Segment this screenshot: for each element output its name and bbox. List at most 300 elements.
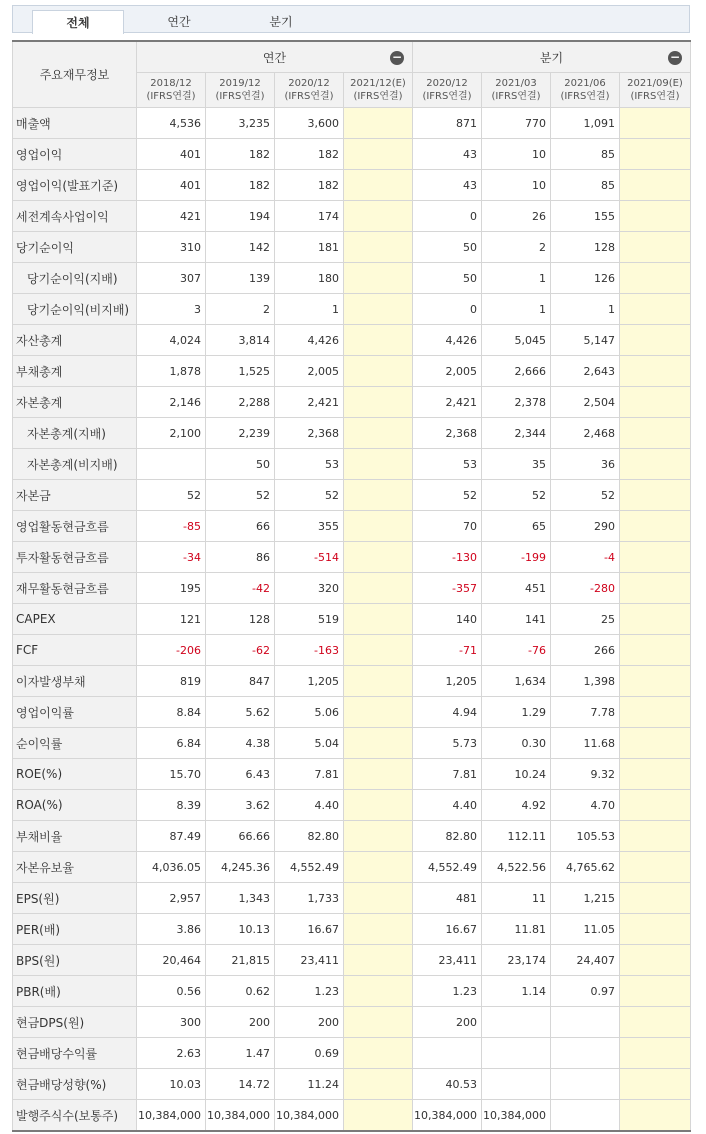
row-label: 영업활동현금흐름	[13, 511, 137, 542]
quarterly-group-header	[413, 41, 691, 73]
period-header	[551, 73, 620, 108]
table-cell	[137, 449, 206, 480]
table-cell: 2	[482, 232, 551, 263]
table-cell	[344, 542, 413, 573]
table-cell	[344, 666, 413, 697]
table-row	[13, 232, 691, 263]
table-cell: 10,384,000	[413, 1100, 482, 1132]
table-cell: 4,536	[137, 108, 206, 139]
table-cell: 86	[206, 542, 275, 573]
table-cell	[344, 1069, 413, 1100]
table-row	[13, 356, 691, 387]
table-cell: 16.67	[275, 914, 344, 945]
table-cell: 5.06	[275, 697, 344, 728]
table-cell: 11.81	[482, 914, 551, 945]
table-cell	[620, 728, 691, 759]
table-cell: 2,368	[413, 418, 482, 449]
table-row	[13, 511, 691, 542]
table-cell	[620, 573, 691, 604]
table-cell: 1,398	[551, 666, 620, 697]
period-header	[620, 73, 691, 108]
table-row	[13, 666, 691, 697]
table-cell: 266	[551, 635, 620, 666]
table-cell	[620, 480, 691, 511]
table-row	[13, 728, 691, 759]
table-cell: 4,522.56	[482, 852, 551, 883]
table-cell: 4.38	[206, 728, 275, 759]
table-cell: 3,235	[206, 108, 275, 139]
period-date: 2021/03	[495, 78, 537, 89]
table-cell: 0.62	[206, 976, 275, 1007]
table-row	[13, 573, 691, 604]
table-cell: 16.67	[413, 914, 482, 945]
table-cell	[620, 604, 691, 635]
period-basis: (IFRS연결)	[560, 91, 610, 102]
table-cell: 3	[137, 294, 206, 325]
table-cell: 0.69	[275, 1038, 344, 1069]
row-label: 재무활동현금흐름	[13, 573, 137, 604]
table-cell: 8.39	[137, 790, 206, 821]
table-cell: 2,239	[206, 418, 275, 449]
table-cell: 11.24	[275, 1069, 344, 1100]
table-cell: 105.53	[551, 821, 620, 852]
table-cell: 1,215	[551, 883, 620, 914]
row-label: 발행주식수(보통주)	[13, 1100, 137, 1132]
table-cell: 24,407	[551, 945, 620, 976]
table-cell: 10	[482, 139, 551, 170]
period-date: 2020/12	[288, 78, 330, 89]
tab-annual[interactable]: 연간	[167, 15, 191, 29]
period-date: 2021/12(E)	[350, 78, 406, 89]
table-cell: 182	[206, 170, 275, 201]
table-cell: 7.81	[275, 759, 344, 790]
row-label: 당기순이익(지배)	[13, 263, 137, 294]
table-cell: 2,643	[551, 356, 620, 387]
row-label: 영업이익률	[13, 697, 137, 728]
table-cell	[344, 480, 413, 511]
table-cell: 2,100	[137, 418, 206, 449]
table-cell: 0.30	[482, 728, 551, 759]
table-cell: 155	[551, 201, 620, 232]
table-cell: 23,411	[275, 945, 344, 976]
table-row	[13, 201, 691, 232]
table-cell: 10,384,000	[482, 1100, 551, 1132]
table-cell: 2,468	[551, 418, 620, 449]
table-row	[13, 108, 691, 139]
table-cell: 2,005	[413, 356, 482, 387]
period-header	[344, 73, 413, 108]
table-cell: 121	[137, 604, 206, 635]
table-cell	[620, 852, 691, 883]
table-cell: 10	[482, 170, 551, 201]
period-header	[413, 73, 482, 108]
table-cell: 87.49	[137, 821, 206, 852]
table-cell: 300	[137, 1007, 206, 1038]
table-cell	[620, 170, 691, 201]
table-cell: 195	[137, 573, 206, 604]
table-cell	[344, 914, 413, 945]
table-cell	[620, 821, 691, 852]
table-cell	[344, 759, 413, 790]
annual-group-header	[137, 41, 413, 73]
table-cell	[344, 170, 413, 201]
table-cell: 1.23	[275, 976, 344, 1007]
period-basis: (IFRS연결)	[215, 91, 265, 102]
row-label: 순이익률	[13, 728, 137, 759]
table-cell	[620, 1007, 691, 1038]
row-label: 현금배당수익률	[13, 1038, 137, 1069]
table-cell: 128	[206, 604, 275, 635]
row-label: 현금DPS(원)	[13, 1007, 137, 1038]
table-cell: 0	[413, 201, 482, 232]
table-cell: 10.24	[482, 759, 551, 790]
table-cell: 70	[413, 511, 482, 542]
table-cell	[482, 1007, 551, 1038]
table-cell: 0.97	[551, 976, 620, 1007]
table-cell	[344, 387, 413, 418]
table-cell: 1,091	[551, 108, 620, 139]
table-cell: 2,421	[275, 387, 344, 418]
table-row	[13, 697, 691, 728]
table-cell	[344, 139, 413, 170]
table-row	[13, 480, 691, 511]
table-cell: 1.29	[482, 697, 551, 728]
table-cell: 819	[137, 666, 206, 697]
table-cell: -130	[413, 542, 482, 573]
table-cell: -34	[137, 542, 206, 573]
table-cell: 5,045	[482, 325, 551, 356]
table-cell	[344, 1007, 413, 1038]
table-cell	[620, 790, 691, 821]
table-cell: 181	[275, 232, 344, 263]
table-cell: 15.70	[137, 759, 206, 790]
period-basis: (IFRS연결)	[146, 91, 196, 102]
table-row	[13, 759, 691, 790]
table-cell	[344, 511, 413, 542]
row-label: 이자발생부채	[13, 666, 137, 697]
row-label: ROA(%)	[13, 790, 137, 821]
table-cell: 43	[413, 139, 482, 170]
table-cell: 6.43	[206, 759, 275, 790]
table-row	[13, 263, 691, 294]
table-cell: 200	[206, 1007, 275, 1038]
table-cell	[344, 821, 413, 852]
table-cell: 6.84	[137, 728, 206, 759]
table-cell: 23,174	[482, 945, 551, 976]
row-label: CAPEX	[13, 604, 137, 635]
table-cell	[620, 914, 691, 945]
row-label: 투자활동현금흐름	[13, 542, 137, 573]
table-cell	[620, 759, 691, 790]
table-cell	[344, 790, 413, 821]
table-cell	[344, 232, 413, 263]
table-cell: 20,464	[137, 945, 206, 976]
table-row	[13, 325, 691, 356]
table-cell	[620, 449, 691, 480]
table-cell: 10.03	[137, 1069, 206, 1100]
table-cell: 52	[206, 480, 275, 511]
table-cell	[620, 1100, 691, 1132]
table-cell: 1,634	[482, 666, 551, 697]
table-cell: 310	[137, 232, 206, 263]
table-cell: 2	[206, 294, 275, 325]
table-row	[13, 1100, 691, 1132]
table-row	[13, 1038, 691, 1069]
table-cell: 43	[413, 170, 482, 201]
table-cell: 82.80	[413, 821, 482, 852]
period-date: 2020/12	[426, 78, 468, 89]
table-cell: 2,957	[137, 883, 206, 914]
table-row	[13, 542, 691, 573]
table-cell: 0	[413, 294, 482, 325]
table-cell	[620, 325, 691, 356]
annual-collapse-icon[interactable]: −	[391, 50, 403, 64]
row-label: 당기순이익	[13, 232, 137, 263]
table-cell: 3.62	[206, 790, 275, 821]
table-cell: 2,005	[275, 356, 344, 387]
table-cell	[620, 418, 691, 449]
table-cell: 4,036.05	[137, 852, 206, 883]
table-cell: 7.81	[413, 759, 482, 790]
period-date: 2019/12	[219, 78, 261, 89]
financial-table	[12, 40, 691, 1132]
table-cell	[620, 387, 691, 418]
table-cell	[413, 1038, 482, 1069]
table-cell: 200	[413, 1007, 482, 1038]
table-cell: 3,600	[275, 108, 344, 139]
table-cell	[620, 201, 691, 232]
row-label: FCF	[13, 635, 137, 666]
row-label: ROE(%)	[13, 759, 137, 790]
table-cell: 8.84	[137, 697, 206, 728]
table-cell: 40.53	[413, 1069, 482, 1100]
table-cell: 4.40	[275, 790, 344, 821]
table-cell: 5.04	[275, 728, 344, 759]
table-cell: 4.70	[551, 790, 620, 821]
table-cell: 2,368	[275, 418, 344, 449]
table-cell: -4	[551, 542, 620, 573]
table-cell: 52	[275, 480, 344, 511]
tab-quarterly[interactable]: 분기	[269, 15, 293, 29]
table-cell: 4.40	[413, 790, 482, 821]
table-cell	[344, 945, 413, 976]
period-basis: (IFRS연결)	[630, 91, 680, 102]
row-label: 당기순이익(비지배)	[13, 294, 137, 325]
table-cell: 14.72	[206, 1069, 275, 1100]
table-cell	[620, 232, 691, 263]
table-cell	[620, 356, 691, 387]
quarterly-group-label: 분기	[539, 50, 564, 65]
table-cell	[344, 852, 413, 883]
table-cell: 10,384,000	[275, 1100, 344, 1132]
table-cell: 7.78	[551, 697, 620, 728]
table-cell: -85	[137, 511, 206, 542]
row-label: 자본유보율	[13, 852, 137, 883]
table-cell: 4,552.49	[413, 852, 482, 883]
table-cell: 5.73	[413, 728, 482, 759]
row-label: 부채비율	[13, 821, 137, 852]
table-row	[13, 170, 691, 201]
period-header	[275, 73, 344, 108]
table-cell: 194	[206, 201, 275, 232]
table-cell: 85	[551, 170, 620, 201]
table-cell: 519	[275, 604, 344, 635]
table-cell	[620, 635, 691, 666]
table-cell: 1	[275, 294, 344, 325]
table-cell: -163	[275, 635, 344, 666]
table-cell: 4,024	[137, 325, 206, 356]
table-cell: 2,421	[413, 387, 482, 418]
table-cell	[620, 976, 691, 1007]
table-cell: 4,426	[413, 325, 482, 356]
table-cell: 126	[551, 263, 620, 294]
table-cell: 25	[551, 604, 620, 635]
table-cell: 82.80	[275, 821, 344, 852]
table-cell	[344, 201, 413, 232]
table-row	[13, 604, 691, 635]
row-label: 자본총계(비지배)	[13, 449, 137, 480]
table-cell	[620, 511, 691, 542]
table-row	[13, 449, 691, 480]
tab-bar	[12, 5, 690, 33]
table-cell: 1	[482, 263, 551, 294]
period-date: 2021/09(E)	[627, 78, 683, 89]
table-cell	[620, 294, 691, 325]
table-cell	[620, 108, 691, 139]
table-cell: 355	[275, 511, 344, 542]
table-cell	[620, 139, 691, 170]
table-cell: 10,384,000	[206, 1100, 275, 1132]
period-header	[206, 73, 275, 108]
period-header	[137, 73, 206, 108]
period-date: 2021/06	[564, 78, 606, 89]
row-label: 부채총계	[13, 356, 137, 387]
table-cell: 52	[413, 480, 482, 511]
table-cell: 307	[137, 263, 206, 294]
table-cell	[620, 945, 691, 976]
table-cell	[482, 1069, 551, 1100]
table-cell: -42	[206, 573, 275, 604]
table-row	[13, 945, 691, 976]
period-basis: (IFRS연결)	[422, 91, 472, 102]
table-cell: 2.63	[137, 1038, 206, 1069]
table-cell: -76	[482, 635, 551, 666]
table-cell: 65	[482, 511, 551, 542]
table-cell: 142	[206, 232, 275, 263]
table-row	[13, 1069, 691, 1100]
table-cell: 401	[137, 139, 206, 170]
table-row	[13, 635, 691, 666]
table-cell: 1,525	[206, 356, 275, 387]
table-cell: 11.05	[551, 914, 620, 945]
table-cell: 52	[137, 480, 206, 511]
table-cell: 11	[482, 883, 551, 914]
table-cell: 451	[482, 573, 551, 604]
table-cell	[620, 883, 691, 914]
table-row	[13, 914, 691, 945]
table-cell	[344, 449, 413, 480]
table-cell: 180	[275, 263, 344, 294]
table-cell: 1	[482, 294, 551, 325]
table-row	[13, 294, 691, 325]
table-cell: 21,815	[206, 945, 275, 976]
tab-all[interactable]: 전체	[32, 10, 124, 34]
table-cell: 66	[206, 511, 275, 542]
table-cell: 128	[551, 232, 620, 263]
table-cell	[551, 1100, 620, 1132]
table-cell: 1.23	[413, 976, 482, 1007]
row-label: 영업이익(발표기준)	[13, 170, 137, 201]
table-row	[13, 976, 691, 1007]
table-cell: 53	[413, 449, 482, 480]
row-label: 세전계속사업이익	[13, 201, 137, 232]
table-cell: 4,426	[275, 325, 344, 356]
table-cell: 112.11	[482, 821, 551, 852]
table-cell: 182	[275, 139, 344, 170]
table-cell: 3.86	[137, 914, 206, 945]
period-header	[482, 73, 551, 108]
table-cell: -206	[137, 635, 206, 666]
table-row	[13, 387, 691, 418]
period-date: 2018/12	[150, 78, 192, 89]
table-cell	[620, 1038, 691, 1069]
table-cell: -514	[275, 542, 344, 573]
table-cell: 3,814	[206, 325, 275, 356]
table-cell: 290	[551, 511, 620, 542]
row-label: PBR(배)	[13, 976, 137, 1007]
table-cell: 421	[137, 201, 206, 232]
table-cell: 53	[275, 449, 344, 480]
table-cell: 5,147	[551, 325, 620, 356]
table-cell	[344, 418, 413, 449]
table-cell: 85	[551, 139, 620, 170]
row-label: 자본총계(지배)	[13, 418, 137, 449]
table-cell: 10,384,000	[137, 1100, 206, 1132]
row-label: 자산총계	[13, 325, 137, 356]
period-basis: (IFRS연결)	[353, 91, 403, 102]
table-cell: 1,878	[137, 356, 206, 387]
table-cell: 2,288	[206, 387, 275, 418]
table-cell: 1,205	[413, 666, 482, 697]
table-cell	[344, 728, 413, 759]
table-cell: 182	[206, 139, 275, 170]
table-cell: 2,146	[137, 387, 206, 418]
table-row	[13, 852, 691, 883]
table-cell: -357	[413, 573, 482, 604]
table-cell: 1	[551, 294, 620, 325]
table-corner-header: 주요재무정보	[13, 41, 137, 108]
table-cell	[344, 263, 413, 294]
table-cell	[620, 1069, 691, 1100]
table-cell	[344, 1100, 413, 1132]
table-cell	[344, 294, 413, 325]
table-cell: 9.32	[551, 759, 620, 790]
row-label: 매출액	[13, 108, 137, 139]
table-cell	[344, 573, 413, 604]
table-cell: 2,504	[551, 387, 620, 418]
quarterly-collapse-icon[interactable]: −	[669, 50, 681, 64]
table-cell: 4.92	[482, 790, 551, 821]
table-cell: -71	[413, 635, 482, 666]
table-row	[13, 883, 691, 914]
table-cell: 141	[482, 604, 551, 635]
table-cell: 200	[275, 1007, 344, 1038]
table-cell	[551, 1007, 620, 1038]
table-cell: 182	[275, 170, 344, 201]
table-cell	[551, 1038, 620, 1069]
period-basis: (IFRS연결)	[284, 91, 334, 102]
table-row	[13, 790, 691, 821]
